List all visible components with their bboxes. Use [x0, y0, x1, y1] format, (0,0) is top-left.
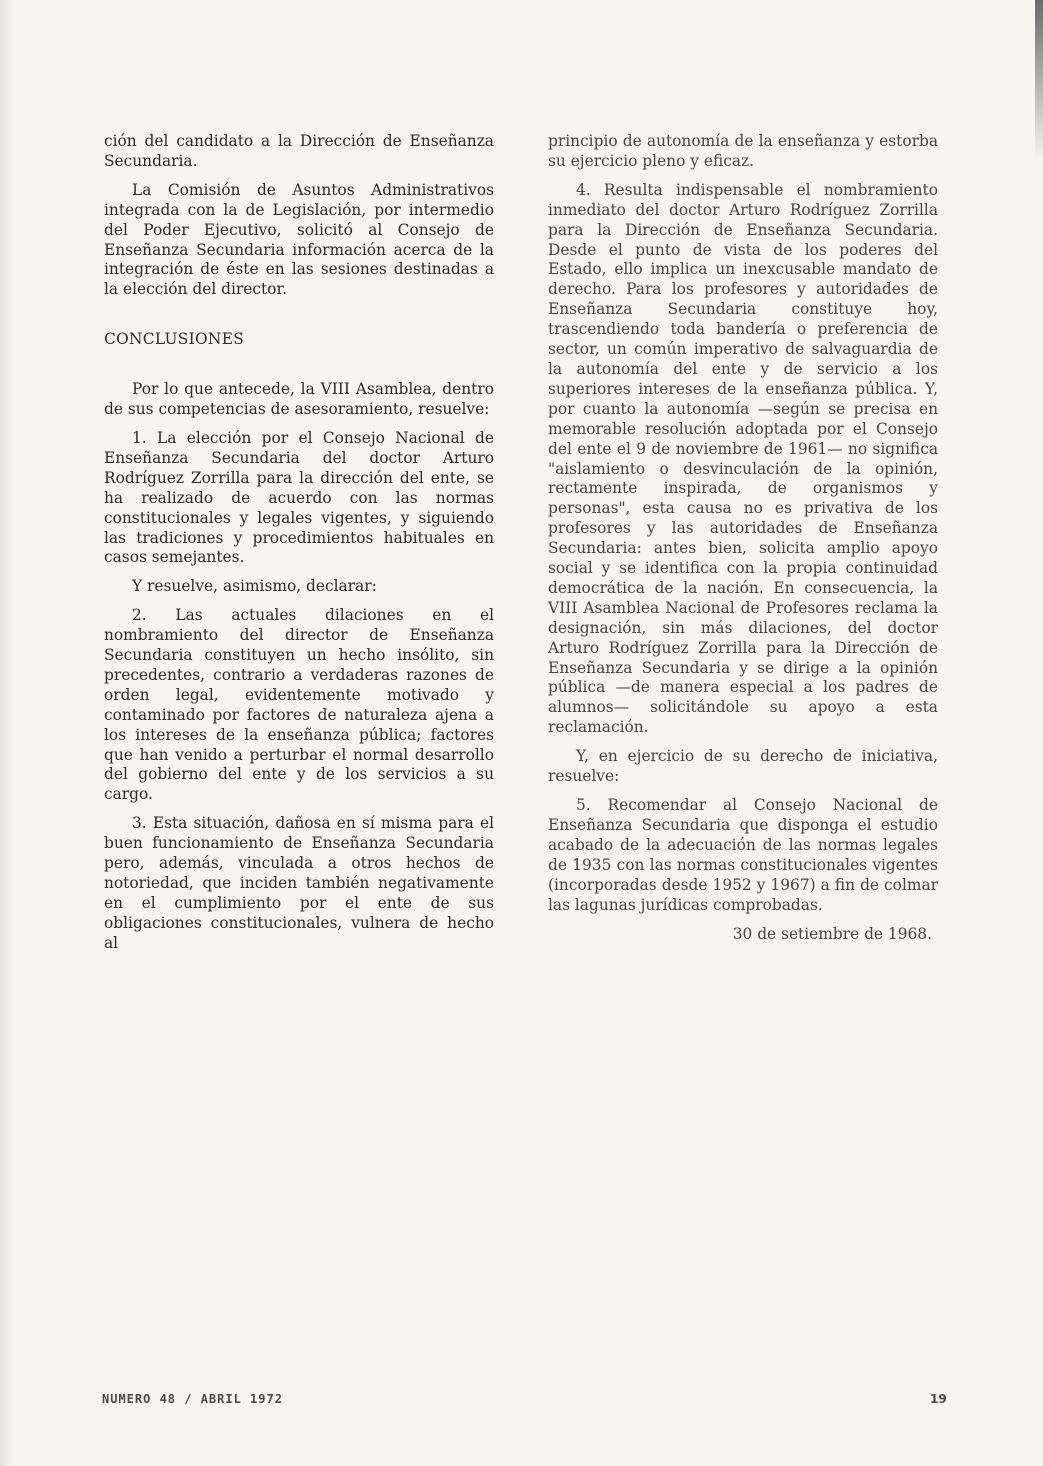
paragraph: Por lo que antecede, la VIII Asamblea, dentro de sus competencias de asesoramiento, resuelve:: [104, 380, 494, 419]
paragraph: Y, en ejercicio de su derecho de iniciativa, resuelve:: [548, 747, 938, 786]
left-column: [104, 132, 494, 954]
page-number: 19: [930, 1392, 947, 1406]
numbered-paragraph: 3. Esta situación, dañosa en sí misma para el buen funcionamiento de Enseñanza Secundaria pero, además, vinculada a otros hechos de notoriedad, que inciden también negativamente en el cumplimiento por el ente de sus obligaciones constitucionales, vulnera de hecho al: [104, 814, 494, 952]
right-column: [548, 132, 938, 945]
numbered-paragraph: 2. Las actuales dilaciones en el nombramiento del director de Enseñanza Secundaria constituyen un hecho insólito, sin precedentes, contrario a verdaderas razones de orden legal, evidentemente motivado y contaminado por factores de naturaleza ajena a los intereses de la enseñanza pública; factores que han venido a perturbar el normal desarrollo del gobierno del ente y de los servicios a su cargo.: [104, 606, 494, 804]
numbered-paragraph: 5. Recomendar al Consejo Nacional de Enseñanza Secundaria que disponga el estudio acabado de la adecuación de las normas legales de 1935 con las normas constitucionales vigentes (incorporadas desde 1952 y 1967) a fin de colmar las lagunas jurídicas comprobadas.: [548, 796, 938, 914]
numbered-paragraph: 4. Resulta indispensable el nombramiento inmediato del doctor Arturo Rodríguez Zorrilla para la Dirección de Enseñanza Secundaria. Desde el punto de vista de los poderes del Estado, ello implica un inexcusable mandato de derecho. Para los profesores y autoridades de Enseñanza Secundaria constituye hoy, trascendiendo toda bandería o preferencia de sector, un común imperativo de salvaguardia de la autonomía del ente y de servicio a los superiores intereses de la enseñanza pública. Y, por cuanto la autonomía —según se precisa en memorable resolución adoptada por el Consejo del ente el 9 de noviembre de 1961— no significa "aislamiento o desvinculación de la opinión, rectamente inspirada, de organismos y personas", esta causa no es privativa de los profesores y las autoridades de Enseñanza Secundaria: antes bien, solicita amplio apoyo social y se identifica con la propia continuidad democrática de la nación. En consecuencia, la VIII Asamblea Nacional de Profesores reclama la designación, sin más dilaciones, del doctor Arturo Rodríguez Zorrilla para la Dirección de Enseñanza Secundaria y se dirige a la opinión pública —de manera especial a los padres de alumnos— solicitándole su apoyo a esta reclamación.: [548, 180, 938, 737]
paragraph: principio de autonomía de la enseñanza y estorba su ejercicio pleno y eficaz.: [548, 132, 938, 170]
numbered-paragraph: 1. La elección por el Consejo Nacional de Enseñanza Secundaria del doctor Arturo Rodríguez Zorrilla para la dirección del ente, se ha realizado de acuerdo con las normas constitucionales y legales vigentes, y siguiendo las tradiciones y procedimientos habituales en casos semejantes.: [104, 428, 494, 567]
paragraph: ción del candidato a la Dirección de Enseñanza Secundaria.: [104, 132, 494, 170]
page-edge-mark: [1035, 0, 1043, 160]
section-heading: CONCLUSIONES: [104, 330, 245, 349]
date-line: 30 de setiembre de 1968.: [732, 925, 932, 944]
paragraph: La Comisión de Asuntos Administrativos integrada con la de Legislación, por intermedio del Poder Ejecutivo, solicitó al Consejo de Enseñanza Secundaria información acerca de la integración de éste en las sesiones destinadas a la elección del director.: [104, 180, 494, 299]
issue-footer: NUMERO 48 / ABRIL 1972: [102, 1392, 283, 1406]
paragraph: Y resuelve, asimismo, declarar:: [132, 577, 377, 596]
page-edge-shadow: [0, 0, 14, 1466]
